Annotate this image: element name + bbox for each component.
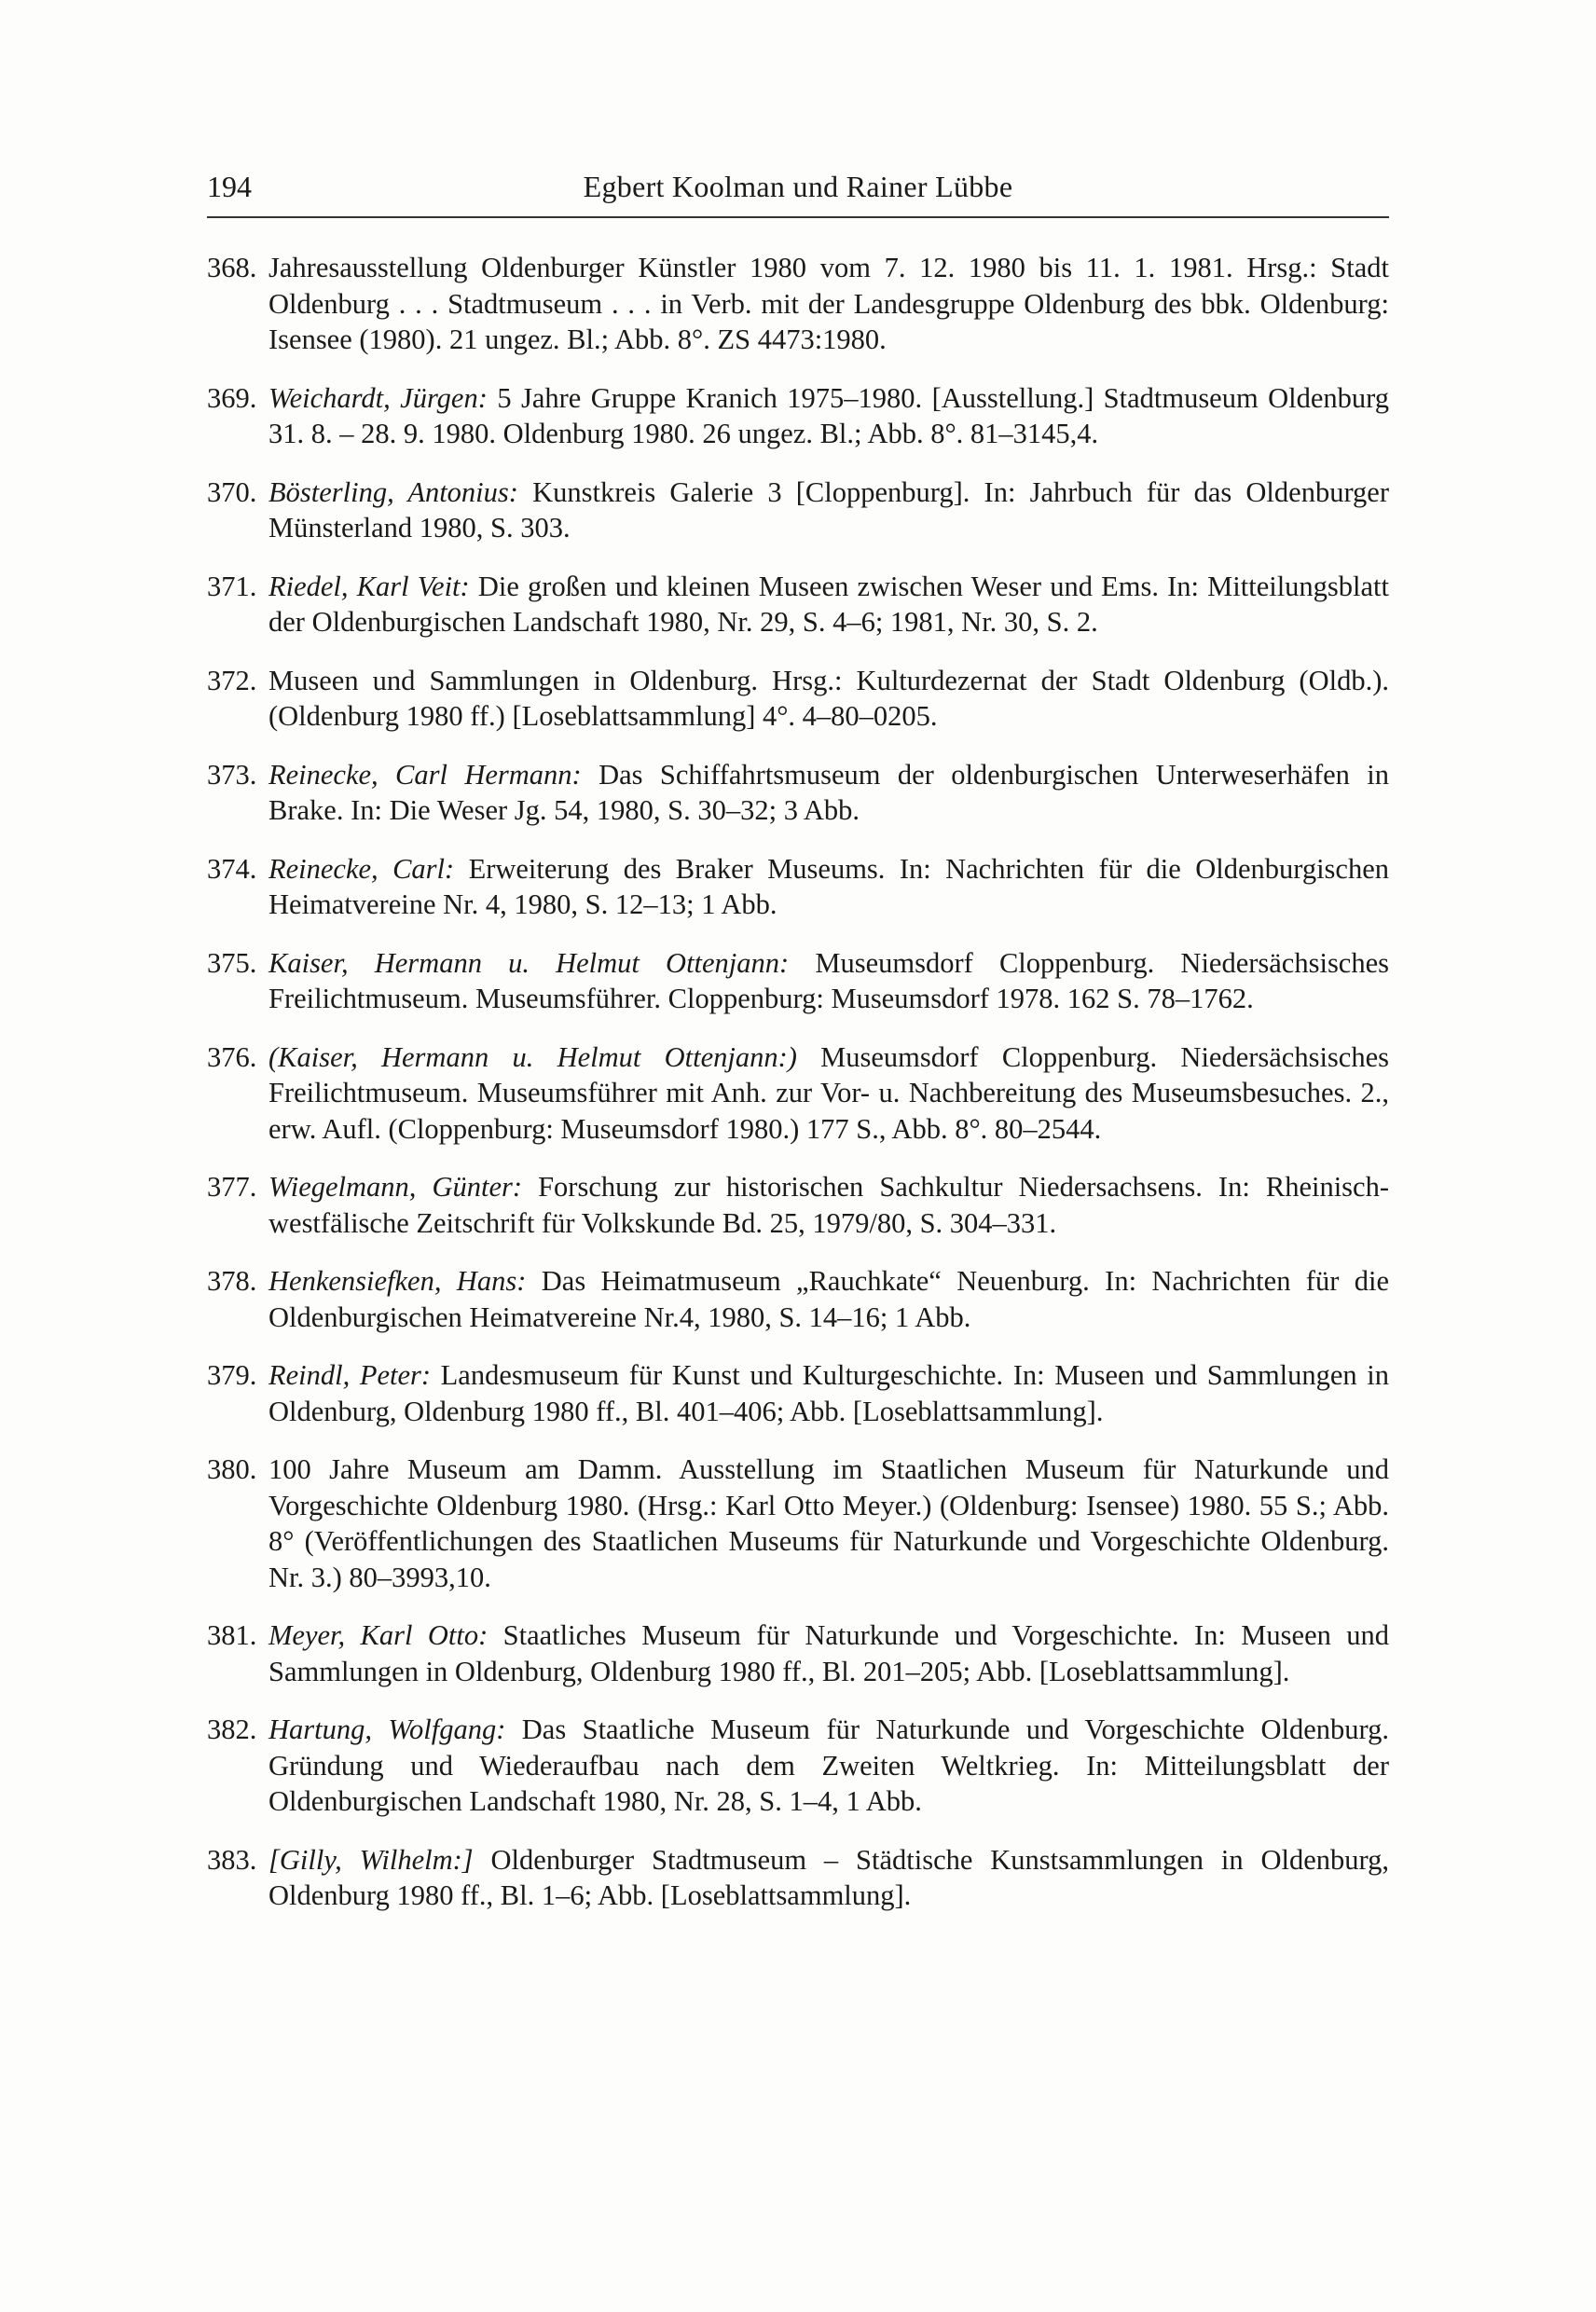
entry-author: Bösterling, Antonius: [268, 475, 518, 508]
bibliography-entry [207, 380, 1389, 452]
bibliography-entry [207, 1452, 1389, 1595]
bibliography-entry [207, 1169, 1389, 1241]
entry-number: 370. [207, 475, 257, 508]
bibliography-list [207, 250, 1389, 1936]
bibliography-entry [207, 1712, 1389, 1820]
bibliography-entry [207, 475, 1389, 546]
entry-author: Reindl, Peter: [268, 1359, 432, 1391]
bibliography-entry [207, 757, 1389, 829]
entry-text: Museumsdorf Cloppenburg. Niedersächsisches Freilichtmuseum. Museumsführer. Cloppenburg: Museumsdorf 1978. 162 S. 78–1762. [268, 946, 1390, 1014]
entry-author: Wiegelmann, Günter: [268, 1171, 523, 1203]
entry-author: Meyer, Karl Otto: [268, 1619, 488, 1651]
entry-text: Staatliches Museum für Naturkunde und Vorgeschichte. In: Museen und Sammlungen in Oldenburg, Oldenburg 1980 ff., Bl. 201–205; Abb. [Loseblattsammlung]. [268, 1619, 1390, 1687]
entry-number: 380. [207, 1453, 257, 1485]
bibliography-entry [207, 663, 1389, 735]
entry-author: Reinecke, Carl Hermann: [268, 758, 582, 791]
entry-text: Das Staatliche Museum für Naturkunde und Vorgeschichte Oldenburg. Gründung und Wiederaufbau nach dem Zweiten Weltkrieg. In: Mitteilungsblatt der Oldenburgischen Landschaft 1980, Nr. 28, S. 1–4, 1 Abb. [268, 1713, 1389, 1817]
entry-text: Museumsdorf Cloppenburg. Niedersächsisches Freilichtmuseum. Museumsführer mit Anh. zur Vor- u. Nachbereitung des Museumsbesuches. 2., erw. Aufl. (Cloppenburg: Museumsdorf 1980.) 177 S., Abb. 8°. 80–2544. [268, 1040, 1389, 1145]
entry-number: 368. [207, 252, 257, 283]
entry-author: Hartung, Wolfgang: [268, 1713, 506, 1745]
entry-number: 374. [207, 852, 257, 885]
bibliography-entry [207, 945, 1389, 1017]
bibliography-entry [207, 569, 1389, 640]
entry-number: 376. [207, 1040, 257, 1073]
bibliography-entry [207, 1263, 1389, 1335]
entry-number: 382. [207, 1713, 257, 1745]
entry-author: Weichardt, Jürgen: [268, 381, 488, 414]
entry-author: [Gilly, Wilhelm:] [268, 1843, 474, 1876]
entry-text: 100 Jahre Museum am Damm. Ausstellung im Staatlichen Museum für Naturkunde und Vorgeschichte Oldenburg 1980. (Hrsg.: Karl Otto Meyer.) (Oldenburg: Isensee) 1980. 55 S.; Abb. 8° (Veröffentlichungen des Staatlichen Museums für Naturkunde und Vorgeschichte Oldenburg. Nr. 3.) 80–3993,10. [268, 1453, 1389, 1593]
entry-author: Riedel, Karl Veit: [268, 570, 470, 602]
entry-text: Erweiterung des Braker Museums. In: Nachrichten für die Oldenburgischen Heimatvereine Nr. 4, 1980, S. 12–13; 1 Abb. [268, 852, 1389, 920]
entry-author: Reinecke, Carl: [268, 852, 455, 885]
entry-text: Kunstkreis Galerie 3 [Cloppenburg]. In: Jahrbuch für das Oldenburger Münsterland 1980, S. 303. [268, 475, 1389, 544]
bibliography-entry [207, 1617, 1389, 1689]
entry-text: Oldenburger Stadtmuseum – Städtische Kunstsammlungen in Oldenburg, Oldenburg 1980 ff., Bl. 1–6; Abb. [Loseblattsammlung]. [268, 1843, 1389, 1911]
entry-text: Forschung zur historischen Sachkultur Niedersachsens. In: Rheinisch-westfälische Zeitschrift für Volkskunde Bd. 25, 1979/80, S. 304–331. [268, 1171, 1389, 1239]
bibliography-entry [207, 1357, 1389, 1429]
entry-number: 377. [207, 1171, 257, 1203]
entry-number: 383. [207, 1843, 257, 1876]
bibliography-entry [207, 1842, 1389, 1914]
page-header [207, 158, 1389, 218]
entry-text: Museen und Sammlungen in Oldenburg. Hrsg.: Kulturdezernat der Stadt Oldenburg (Oldb.). (Oldenburg 1980 ff.) [Loseblattsammlung] 4°. 4–80–0205. [268, 664, 1389, 732]
entry-number: 381. [207, 1619, 257, 1651]
bibliography-entry [207, 851, 1389, 923]
entry-text: Landesmuseum für Kunst und Kulturgeschichte. In: Museen und Sammlungen in Oldenburg, Oldenburg 1980 ff., Bl. 401–406; Abb. [Loseblattsammlung]. [268, 1359, 1390, 1427]
entry-text: Das Heimatmuseum „Rauchkate“ Neuenburg. In: Nachrichten für die Oldenburgischen Heimatvereine Nr.4, 1980, S. 14–16; 1 Abb. [268, 1265, 1390, 1333]
bibliography-entry [207, 250, 1389, 358]
entry-number: 378. [207, 1265, 257, 1297]
entry-number: 379. [207, 1359, 257, 1391]
entry-number: 369. [207, 381, 257, 414]
entry-author: Kaiser, Hermann u. Helmut Ottenjann: [268, 946, 790, 979]
bibliography-entry [207, 1039, 1389, 1148]
entry-number: 371. [207, 570, 257, 602]
page-number: 194 [207, 170, 252, 203]
entry-number: 375. [207, 946, 257, 979]
entry-text: 5 Jahre Gruppe Kranich 1975–1980. [Ausstellung.] Stadtmuseum Oldenburg 31. 8. – 28. 9. 1980. Oldenburg 1980. 26 ungez. Bl.; Abb. 8°. 81–3145,4. [268, 381, 1390, 449]
entry-number: 372. [207, 664, 257, 696]
entry-author: (Kaiser, Hermann u. Helmut Ottenjann:) [268, 1040, 797, 1073]
entry-text: Jahresausstellung Oldenburger Künstler 1980 vom 7. 12. 1980 bis 11. 1. 1981. Hrsg.: Stadt Oldenburg . . . Stadtmuseum . . . in Verb. mit der Landesgruppe Oldenburg des bbk. Oldenburg: Isensee (1980). 21 ungez. Bl.; Abb. 8°. ZS 4473:1980. [268, 252, 1389, 355]
entry-author: Henkensiefken, Hans: [268, 1265, 527, 1297]
entry-text: Die großen und kleinen Museen zwischen Weser und Ems. In: Mitteilungsblatt der Oldenburgischen Landschaft 1980, Nr. 29, S. 4–6; 1981, Nr. 30, S. 2. [268, 570, 1390, 638]
running-head: Egbert Koolman und Rainer Lübbe [583, 170, 1013, 203]
entry-text: Das Schiffahrtsmuseum der oldenburgischen Unterweserhäfen in Brake. In: Die Weser Jg. 54, 1980, S. 30–32; 3 Abb. [268, 758, 1390, 826]
entry-number: 373. [207, 758, 257, 791]
